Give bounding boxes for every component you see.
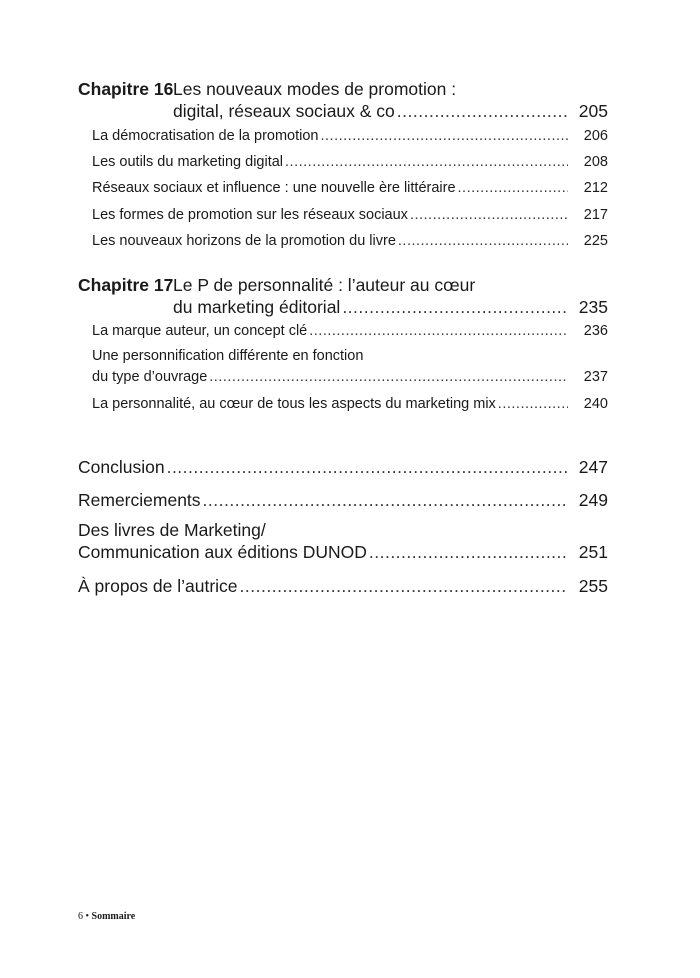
leader-dots — [397, 100, 568, 122]
entry-page: 249 — [578, 490, 608, 510]
toc-entry[interactable] — [92, 394, 608, 414]
toc-entry[interactable] — [92, 205, 608, 225]
entry-page: 206 — [583, 128, 608, 144]
chapter-title-line1: Le P de personnalité : l’auteur au cœur — [173, 275, 476, 295]
entry-title: La personnalité, au cœur de tous les aspects du marketing mix — [92, 396, 496, 412]
entry-title: Réseaux sociaux et influence : une nouvelle ère littéraire — [92, 180, 456, 196]
toc-entry[interactable] — [92, 321, 608, 341]
entry-page: 212 — [583, 180, 608, 196]
entry-title: du type d’ouvrage — [92, 369, 208, 385]
leader-dots — [342, 296, 568, 318]
entry-title: du marketing éditorial — [173, 297, 341, 317]
footer-page-number: 6 — [78, 911, 83, 922]
leader-dots — [458, 178, 568, 198]
entry-page: 237 — [583, 369, 608, 385]
entry-title-line1: Des livres de Marketing/ — [78, 520, 266, 540]
leader-dots — [203, 489, 568, 511]
chapter-17 — [78, 274, 608, 296]
leader-dots — [240, 575, 568, 597]
entry-title: Les outils du marketing digital — [92, 154, 284, 170]
leader-dots — [309, 321, 568, 341]
entry-page: 255 — [578, 576, 608, 596]
entry-title-line1: Une personnification différente en fonction — [92, 348, 364, 364]
toc-entry-conclusion[interactable] — [78, 456, 608, 478]
toc-entry[interactable] — [92, 152, 608, 172]
chapter-header — [78, 274, 608, 296]
entry-page: 208 — [583, 154, 608, 170]
footer-separator: • — [85, 911, 90, 922]
chapter-label: Chapitre 17 — [78, 275, 174, 295]
entry-page: 240 — [583, 396, 608, 412]
chapter-title-line1: Les nouveaux modes de promotion : — [173, 79, 457, 99]
toc-entry-chapter-16[interactable] — [173, 100, 608, 122]
toc-entry[interactable] — [92, 178, 608, 198]
entry-page: 225 — [583, 233, 608, 249]
entry-page: 205 — [578, 101, 608, 121]
entry-page: 247 — [578, 457, 608, 477]
entry-page: 217 — [583, 207, 608, 223]
entry-page: 235 — [578, 297, 608, 317]
entry-title: Communication aux éditions DUNOD — [78, 542, 367, 562]
leader-dots — [285, 152, 568, 172]
leader-dots — [498, 394, 568, 414]
toc-entry[interactable] — [92, 367, 608, 387]
chapter-16 — [78, 78, 608, 100]
toc-entry[interactable] — [92, 126, 608, 146]
entry-page: 251 — [578, 542, 608, 562]
toc-entry-remerciements[interactable] — [78, 489, 608, 511]
page-footer — [78, 911, 135, 922]
toc-entry-chapter-17[interactable] — [173, 296, 608, 318]
leader-dots — [398, 231, 568, 251]
leader-dots — [209, 367, 568, 387]
leader-dots — [321, 126, 569, 146]
footer-section: Sommaire — [91, 911, 136, 922]
entry-title: Remerciements — [78, 490, 201, 510]
chapter-label: Chapitre 16 — [78, 79, 174, 99]
entry-title: Conclusion — [78, 457, 165, 477]
entry-title: Les formes de promotion sur les réseaux sociaux — [92, 207, 408, 223]
leader-dots — [410, 205, 568, 225]
leader-dots — [369, 541, 568, 563]
leader-dots — [167, 456, 568, 478]
entry-title: À propos de l’autrice — [78, 576, 238, 596]
chapter-header — [78, 78, 608, 100]
entry-title: La démocratisation de la promotion — [92, 128, 319, 144]
toc-entry-autrice[interactable] — [78, 575, 608, 597]
entry-title: Les nouveaux horizons de la promotion du livre — [92, 233, 396, 249]
toc-entry-dunod[interactable] — [78, 541, 608, 563]
entry-page: 236 — [583, 323, 608, 339]
entry-title: digital, réseaux sociaux & co — [173, 101, 395, 121]
toc-entry[interactable] — [92, 231, 608, 251]
entry-title: La marque auteur, un concept clé — [92, 323, 308, 339]
